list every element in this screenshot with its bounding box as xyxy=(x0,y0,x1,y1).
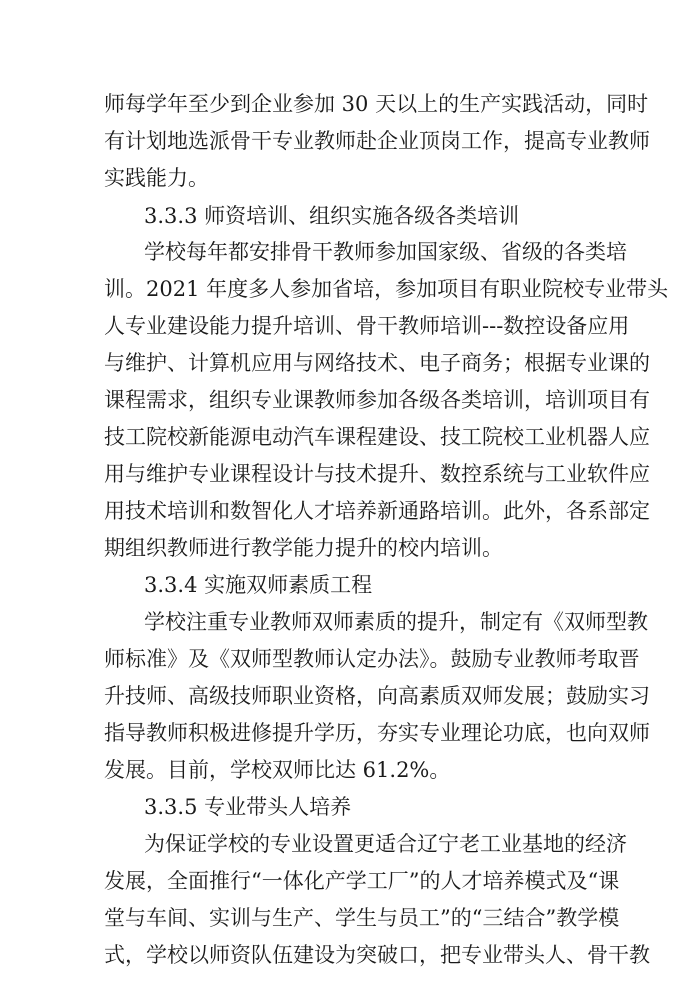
paragraph-line: 训。2021 年度多人参加省培，参加项目有职业院校专业带头 xyxy=(104,277,669,301)
paragraph-line: 有计划地选派骨干专业教师赴企业顶岗工作，提高专业教师 xyxy=(104,129,650,153)
paragraph-line: 期组织教师进行教学能力提升的校内培训。 xyxy=(104,536,503,560)
paragraph-line: 技工院校新能源电动汽车课程建设、技工院校工业机器人应 xyxy=(104,425,650,449)
paragraph-line: 式，学校以师资队伍建设为突破口，把专业带头人、骨干教 xyxy=(104,943,650,967)
paragraph-line: 师每学年至少到企业参加 30 天以上的生产实践活动，同时 xyxy=(104,92,649,116)
paragraph-line: 为保证学校的专业设置更适合辽宁老工业基地的经济 xyxy=(144,832,627,856)
paragraph-line: 堂与车间、实训与生产、学生与员工”的“三结合”教学模 xyxy=(104,906,620,930)
paragraph-line: 人专业建设能力提升培训、骨干教师培训---数控设备应用 xyxy=(104,314,630,338)
paragraph-line: 用与维护专业课程设计与技术提升、数控系统与工业软件应 xyxy=(104,462,650,486)
paragraph-line: 指导教师积极进修提升学历，夯实专业理论功底，也向双师 xyxy=(104,721,650,745)
paragraph-line: 课程需求，组织专业课教师参加各级各类培训，培训项目有 xyxy=(104,388,650,412)
section-heading-3-3-3: 3.3.3 师资培训、组织实施各级各类培训 xyxy=(144,204,520,228)
paragraph-line: 升技师、高级技师职业资格，向高素质双师发展；鼓励实习 xyxy=(104,684,650,708)
paragraph-line: 学校注重专业教师双师素质的提升，制定有《双师型教 xyxy=(144,610,648,634)
paragraph-line: 与维护、计算机应用与网络技术、电子商务；根据专业课的 xyxy=(104,351,650,375)
paragraph-line: 发展。目前，学校双师比达 61.2%。 xyxy=(104,758,451,782)
paragraph-line: 发展，全面推行“一体化产学工厂”的人才培养模式及“课 xyxy=(104,869,620,893)
section-heading-3-3-4: 3.3.4 实施双师素质工程 xyxy=(144,573,373,597)
paragraph-line: 实践能力。 xyxy=(104,166,209,190)
paragraph-line: 师标准》及《双师型教师认定办法》。鼓励专业教师考取晋 xyxy=(104,647,640,671)
paragraph-line: 学校每年都安排骨干教师参加国家级、省级的各类培 xyxy=(144,240,627,264)
paragraph-line: 用技术培训和数智化人才培养新通路培训。此外，各系部定 xyxy=(104,499,650,523)
section-heading-3-3-5: 3.3.5 专业带头人培养 xyxy=(144,795,352,819)
